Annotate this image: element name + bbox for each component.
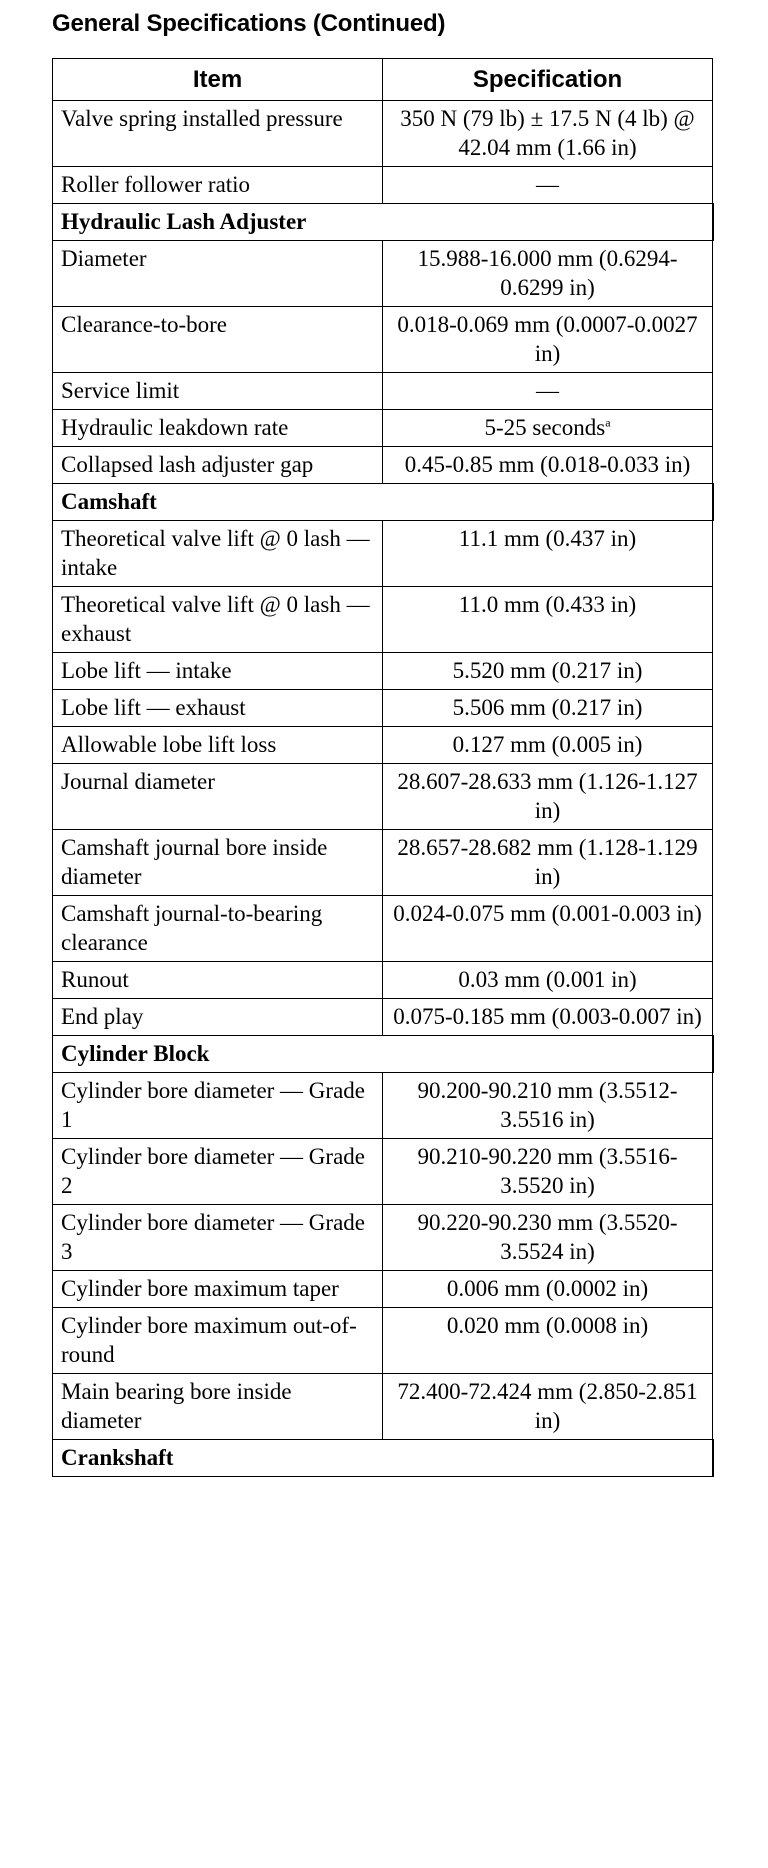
item-cell: Cylinder bore maximum taper [53,1271,383,1308]
table-row [53,373,713,410]
specification-cell [383,410,713,447]
specification-cell: 11.1 mm (0.437 in) [383,521,713,587]
specification-cell: 5.506 mm (0.217 in) [383,690,713,727]
specification-cell: 72.400-72.424 mm (2.850-2.851 in) [383,1374,713,1440]
table-row [53,447,713,484]
table-row [53,1073,713,1139]
item-cell: Roller follower ratio [53,167,383,204]
item-cell: Cylinder bore diameter — Grade 2 [53,1139,383,1205]
item-cell: Allowable lobe lift loss [53,727,383,764]
specification-cell: 90.210-90.220 mm (3.5516-3.5520 in) [383,1139,713,1205]
section-title: Cylinder Block [53,1036,713,1073]
item-cell: Hydraulic leakdown rate [53,410,383,447]
column-header-specification: Specification [383,59,713,101]
specification-cell: 15.988-16.000 mm (0.6294-0.6299 in) [383,241,713,307]
specification-cell: 350 N (79 lb) ± 17.5 N (4 lb) @ 42.04 mm (1.66 in) [383,101,713,167]
table-row [53,1139,713,1205]
specification-cell: 28.607-28.633 mm (1.126-1.127 in) [383,764,713,830]
section-title: Camshaft [53,484,713,521]
specification-cell: 0.018-0.069 mm (0.0007-0.0027 in) [383,307,713,373]
specification-cell: 5.520 mm (0.217 in) [383,653,713,690]
item-cell: Cylinder bore maximum out-of-round [53,1308,383,1374]
table-header-row [53,59,713,101]
specifications-table [52,58,714,1477]
table-row [53,690,713,727]
specification-cell: 28.657-28.682 mm (1.128-1.129 in) [383,830,713,896]
item-cell: Camshaft journal-to-bearing clearance [53,896,383,962]
specification-cell: 0.006 mm (0.0002 in) [383,1271,713,1308]
item-cell: Theoretical valve lift @ 0 lash — intake [53,521,383,587]
table-row [53,410,713,447]
table-row [53,1308,713,1374]
specification-cell: 0.127 mm (0.005 in) [383,727,713,764]
column-header-item: Item [53,59,383,101]
item-cell: Camshaft journal bore inside diameter [53,830,383,896]
specification-cell: 90.220-90.230 mm (3.5520-3.5524 in) [383,1205,713,1271]
item-cell: Cylinder bore diameter — Grade 1 [53,1073,383,1139]
item-cell: Lobe lift — exhaust [53,690,383,727]
item-cell: Clearance-to-bore [53,307,383,373]
table-row [53,587,713,653]
table-row [53,521,713,587]
item-cell: Collapsed lash adjuster gap [53,447,383,484]
section-header-row [53,204,713,241]
item-cell: Runout [53,962,383,999]
specification-cell: 0.075-0.185 mm (0.003-0.007 in) [383,999,713,1036]
item-cell: Journal diameter [53,764,383,830]
item-cell: Service limit [53,373,383,410]
table-row [53,1374,713,1440]
item-cell: Cylinder bore diameter — Grade 3 [53,1205,383,1271]
section-header-row [53,1036,713,1073]
table-row [53,653,713,690]
specification-cell: 11.0 mm (0.433 in) [383,587,713,653]
table-row [53,1205,713,1271]
table-row [53,764,713,830]
footnote-marker: a [605,415,611,430]
item-cell: Lobe lift — intake [53,653,383,690]
specification-cell: 90.200-90.210 mm (3.5512-3.5516 in) [383,1073,713,1139]
section-title: Crankshaft [53,1440,713,1477]
section-header-row [53,1440,713,1477]
specification-cell: 0.020 mm (0.0008 in) [383,1308,713,1374]
item-cell: Diameter [53,241,383,307]
table-row [53,962,713,999]
table-row [53,167,713,204]
specification-value: 5-25 seconds [484,415,606,440]
section-title: Hydraulic Lash Adjuster [53,204,713,241]
item-cell: Theoretical valve lift @ 0 lash — exhaust [53,587,383,653]
specification-cell: — [383,167,713,204]
section-header-row [53,484,713,521]
table-row [53,101,713,167]
table-row [53,896,713,962]
specification-cell: 0.03 mm (0.001 in) [383,962,713,999]
table-body [53,101,713,1477]
item-cell: Main bearing bore inside diameter [53,1374,383,1440]
table-row [53,999,713,1036]
specification-cell: — [383,373,713,410]
table-row [53,727,713,764]
table-row [53,241,713,307]
table-row [53,830,713,896]
table-row [53,307,713,373]
item-cell: End play [53,999,383,1036]
specification-cell: 0.024-0.075 mm (0.001-0.003 in) [383,896,713,962]
table-row [53,1271,713,1308]
specification-cell: 0.45-0.85 mm (0.018-0.033 in) [383,447,713,484]
item-cell: Valve spring installed pressure [53,101,383,167]
page-title: General Specifications (Continued) [52,10,446,37]
